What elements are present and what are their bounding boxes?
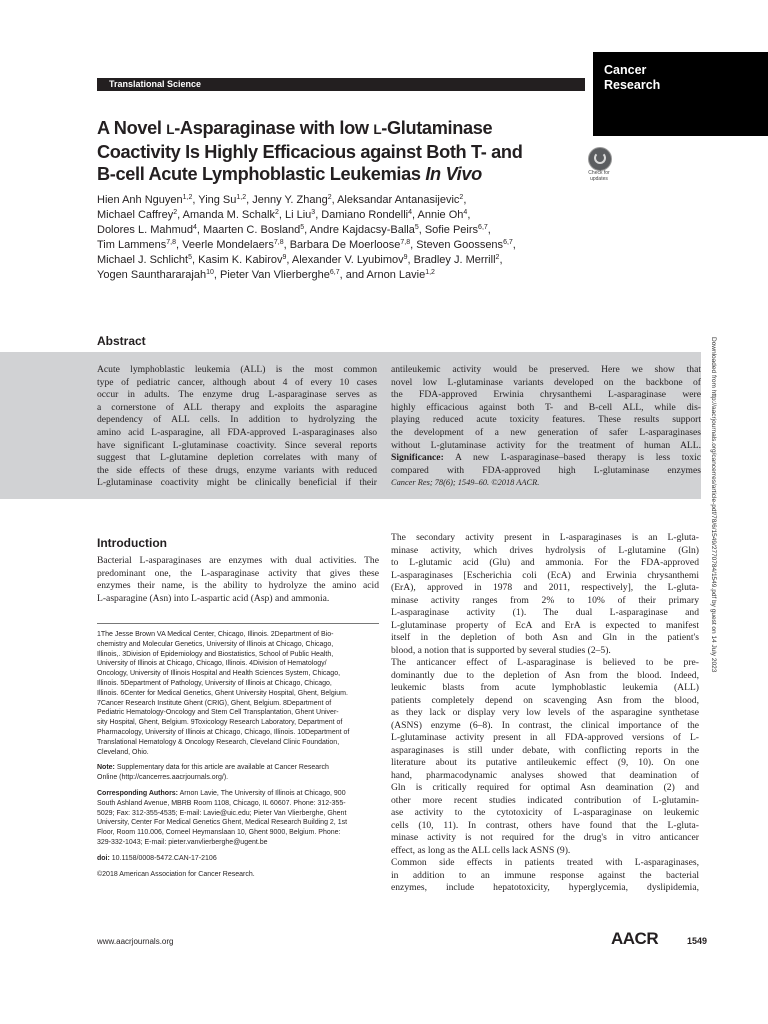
abstract-line: occur in adults. The enzyme drug L-asparaginase serves as <box>97 389 377 401</box>
affiliation-line: sity Hospital, Ghent, Belgium. 9Toxicology Research Laboratory, Department of <box>97 719 343 727</box>
abstract-line: the development of a new generation of safer L-asparaginases <box>391 426 701 438</box>
section-tag: Translational Science <box>97 78 585 91</box>
abstract-right-column: antileukemic activity would be preserved. Here we show that novel low L-glutaminase variants developed on the backbone of the FDA-approved Erwinia chrysanthemi L-asparaginase were highly efficacious against both T- and B-cell ALL, while dis- playing reduced acute toxicity features. These results support the development of a new generation of safer L-asparaginases without L-glutaminase activity for the treatment of human ALL. Significance: A new L-asparaginase–based therapy is less toxic compared with FDA-approved high L-glutaminase enzymes Cancer Res; 78(6); 1549–60. ©2018 AACR. <box>391 364 701 490</box>
body-line: cells (10, 11). In contrast, others have found that the L-gluta- <box>391 819 699 831</box>
body-line: minase activity ranges from 2% to 10% of their primary <box>391 594 699 606</box>
affiliation-line: 1The Jesse Brown VA Medical Center, Chicago, Illinois. 2Department of Bio- <box>97 631 334 638</box>
abstract-line: highly efficacious against both T- and B-cell ALL, while dis- <box>391 401 701 413</box>
author-line: Tim Lammens$^{7,8}$, Veerle Mondelaers$^{7,8}$, Barbara De Moerloose$^{7,8}$, Steven Goossens$^{6,7}$, <box>97 239 516 251</box>
abstract-line: the side effects of these drugs, enzyme variants with reduced <box>97 464 377 476</box>
page-number: 1549 <box>687 936 708 946</box>
body-line: to L-glutamic acid (Glu) and ammonia. For the FDA-approved <box>391 557 699 568</box>
corresponding-line: South Ashland Avenue, MBRB Room 1108, Chicago, IL 60607. Phone: 312-355- <box>97 799 346 807</box>
abstract-line: a cornerstone of ALL therapy and exploits the asparagine <box>97 401 377 413</box>
author-line: Dolores L. Mahmud$^4$, Maarten C. Bosland$^5$, Andre Kajdacsy-Balla$^5$, Sofie Peirs$^{6,7}$, <box>97 224 491 236</box>
affiliation-line: Pharmacology, University of Illinois at Chicago, Chicago, Illinois. 10Department of <box>97 728 350 736</box>
abstract-left-column <box>97 364 377 490</box>
affiliation-line: Cleveland, Ohio. <box>97 748 149 756</box>
affiliation-line: Oncology, University of Illinois Hospital and Health Sciences System, Chicago, <box>97 670 341 678</box>
body-line: effect, as long as the ALL cells lack ASNS (9). <box>391 844 571 856</box>
significance-label: Significance: <box>391 452 444 464</box>
corresponding-line: University, Center For Medical Genetics Ghent, Medical Research Building 2, 1st <box>97 819 348 827</box>
introduction-left-text <box>97 555 379 605</box>
body-line: enzymes, include hepatotoxicity, hyperglycemia, dyslipidemia, <box>391 882 699 893</box>
abstract-line: novel low L-glutaminase variants developed on the backbone of <box>391 376 701 388</box>
body-line: literature about its putative antileukemic effect (9, 10). On one <box>391 757 699 768</box>
body-line: dominantly due to the depletion of Asn from the blood. Indeed, <box>391 669 699 681</box>
abstract-line: have significant L-glutaminase coactivity. Since several reports <box>97 439 377 451</box>
body-line: Gln is critically required for optimal Asn deamination (2) and <box>391 782 699 793</box>
body-line: L-asparagine (Asn) into L-aspartic acid (Asp) and ammonia. <box>97 592 330 604</box>
download-watermark: Downloaded from http://aacrjournals.org/cancerres/article-pdf/78/6/1549/2770784/1549.pdf by guest on 14 July 2023 <box>710 337 717 673</box>
journal-name-line1: Cancer <box>604 63 647 77</box>
body-line: The anticancer effect of L-asparaginase is believed to be pre- <box>391 657 699 668</box>
affiliation-line: Illinois. 6Center for Medical Genetics, Ghent University Hospital, Ghent, Belgium. <box>97 689 348 697</box>
abstract-line: antileukemic activity would be preserved. Here we show that <box>391 364 701 375</box>
author-line: Michael J. Schlicht$^5$, Kasim K. Kabirov$^9$, Alexander V. Lyubimov$^9$, Bradley J. Merrill$^2$, <box>97 254 503 266</box>
introduction-heading: Introduction <box>97 536 167 550</box>
corresponding-line: Floor, Room 110.006, Corneel Heymanslaan 10, Ghent 9000, Belgium. Phone: <box>97 829 341 837</box>
footnote-rule <box>97 623 379 624</box>
author-list <box>97 193 577 283</box>
aacr-logo: AACR <box>611 929 659 948</box>
body-line: (ErA), approved in 1978 and 2011, respectively], the L-gluta- <box>391 582 699 593</box>
check-updates-icon <box>588 147 612 171</box>
author-line: Michael Caffrey$^2$, Amanda M. Schalk$^2$, Li Liu$^3$, Damiano Rondelli$^4$, Annie Oh$^4$, <box>97 209 471 221</box>
author-line: Yogen Saunthararajah$^{10}$, Pieter Van Vlierberghe$^{6,7}$, and Arnon Lavie$^{1,2}$ <box>97 269 435 281</box>
body-line: (ASNS) enzyme (6–8). In contrast, the clinical importance of the <box>391 719 699 731</box>
abstract-line: type of pediatric cancer, although about 4 of every 10 cases <box>97 376 377 388</box>
body-line: as they lack or display very low levels of the asparagine synthetase <box>391 707 699 718</box>
journal-name-line2: Research <box>604 78 661 92</box>
body-line: enzymes their name, is the ability to hydrolyze the amino acid <box>97 580 379 592</box>
affiliation-line: Illinois,. 3Division of Epidemiology and Biostatistics, School of Public Health, <box>97 650 334 658</box>
citation: Cancer Res; 78(6); 1549–60. ©2018 AACR. <box>391 478 540 488</box>
abstract-line: playing reduced acute toxicity features. These results support <box>391 414 701 426</box>
footer-url[interactable]: www.aacrjournals.org <box>97 937 174 946</box>
affiliation-line: Translational Hematology & Oncology Research, Cleveland Clinic Foundation, <box>97 738 340 746</box>
abstract-line: suggest that L-glutamine depletion correlates with many of <box>97 452 377 464</box>
body-line: leukemic blasts from acute lymphoblastic leukemia (ALL) <box>391 682 699 693</box>
body-line: L-asparaginase activity (1). The dual L-asparaginase and <box>391 607 699 618</box>
body-line: predominant one, the L-asparaginase activity that gives these <box>97 567 379 579</box>
body-line: in addition to an immune response against the bacterial <box>391 869 699 881</box>
abstract-heading: Abstract <box>97 334 146 348</box>
abstract-line: Acute lymphoblastic leukemia (ALL) is the most common <box>97 364 377 375</box>
affiliation-line: chemistry and Molecular Genetics, University of Illinois at Chicago, Chicago, <box>97 640 334 648</box>
corresponding-line: 329-332-1043; E-mail: pieter.vanvlierberghe@ugent.be <box>97 838 268 846</box>
corresponding-line: 5029; Fax: 312-355-4535; E-mail: Lavie@uic.edu; Pieter Van Vlierberghe, Ghent <box>97 809 347 817</box>
abstract-line: L-glutaminase coactivity might be clinically beneficial if their <box>97 477 377 489</box>
body-line: L-asparaginases [Escherichia coli (EcA) and Erwinia chrysanthemi <box>391 569 699 581</box>
introduction-right-column <box>391 532 699 895</box>
body-line: patients completely depend on scavenging Asn from the blood, <box>391 694 699 706</box>
body-line: other more recent studies indicated contribution of L-glutamin- <box>391 794 699 806</box>
body-line: The secondary activity present in L-asparaginases is an L-gluta- <box>391 532 699 543</box>
body-line: ase activity to the cytotoxicity of L-asparaginase on leukemic <box>391 807 699 818</box>
journal-name-box <box>593 52 768 136</box>
abstract-line: dependency of ALL cells. In addition to hydrolyzing the <box>97 414 377 426</box>
affiliation-line: Pediatric Hematology-Oncology and Stem Cell Transplantation, Ghent Univer- <box>97 709 339 717</box>
body-line: Bacterial L-asparaginases are enzymes with dual activities. The <box>97 555 379 566</box>
abstract-line: without L-glutaminase activity for the treatment of human ALL. <box>391 439 701 451</box>
body-line: Common side effects in patients treated with L-asparaginases, <box>391 857 699 868</box>
body-line: itself in the depletion of both Asn and Gln in the patient's <box>391 632 699 643</box>
body-line: minase activity is not required for the drug's in vitro anticancer <box>391 832 699 843</box>
body-line: blood, a notion that is supported by several studies (2–5). <box>391 644 611 656</box>
body-line: L-glutaminase property of EcA and ErA is expected to manifest <box>391 619 699 631</box>
article-title: A Novel L-Asparaginase with low L-Glutaminase Coactivity Is Highly Efficacious against Both T- and B-cell Acute Lymphoblastic Leukemias In Vivo <box>97 118 523 184</box>
affiliations <box>97 630 379 757</box>
body-line: minase activity, which drives hydrolysis of L-glutamine (Gln) <box>391 544 699 556</box>
affiliation-line: Illinois. 5Department of Pathology, University of Illinois at Chicago, Chicago, <box>97 679 332 687</box>
check-for-updates-badge[interactable]: Check for updates <box>582 147 618 185</box>
affiliation-line: University of Illinois at Chicago, Chicago, Illinois. 4Division of Hematology/ <box>97 660 327 668</box>
body-line: hand, pharmacodynamic analyses showed that deamination of <box>391 769 699 781</box>
affiliation-line: 7Cancer Research Institute Ghent (CRIG), Ghent, Belgium. 8Department of <box>97 699 332 707</box>
body-line: asparaginases is still under debate, with conflicting reports in the <box>391 744 699 756</box>
abstract-line: amino acid L-asparagine, all FDA-approved L-asparaginases also <box>97 426 377 438</box>
abstract-line: the FDA-approved Erwinia chrysanthemi L-asparaginase were <box>391 389 701 401</box>
author-line: Hien Anh Nguyen$^{1,2}$, Ying Su$^{1,2}$, Jenny Y. Zhang$^2$, Aleksandar Antanasijevic$^2$, <box>97 194 467 206</box>
body-line: L-glutaminase activity present in all FDA-approved versions of L- <box>391 732 699 743</box>
footnotes: 1The Jesse Brown VA Medical Center, Chicago, Illinois. 2Department of Bio- chemistry and Molecular Genetics, University of Illinois at Chicago, Chicago, Illinois,. 3Division of Epidemiology and Biostatistics, School of Public Health, University of Illinois at Chicago, Chicago, Illinois. 4Division of Hematology/ Oncology, University of Illinois Hospital and Health Sciences System, Chicago, Illinois. 5Department of Pathology, University of Illinois at Chicago, Chicago, Illinois. 6Center for Medical Genetics, Ghent University Hospital, Ghent, Belgium. 7Cancer Research Institute Ghent (CRIG), Ghent, Belgium. 8Department of Pediatric Hematology-Oncology and Stem Cell Transplantation, Ghent Univer- sity Hospital, Ghent, Belgium. 9Toxicology Research Laboratory, Department of Pharmacology, University of Illinois at Chicago, Chicago, Illinois. 10Department of Translational Hematology & Oncology Research, Cleveland Clinic Foundation, Cleveland, Ohio. Note: Supplementary data for this article are available at Cancer Research Online (http://cancerres.aacrjournals.org/). Corresponding Authors: Arnon Lavie, The University of Illinois at Chicago, 900 South Ashland Avenue, MBRB Room 1108, Chicago, IL 60607. Phone: 312-355- 5029; Fax: 312-355-4535; E-mail: Lavie@uic.edu; Pieter Van Vlierberghe, Ghent University, Center For Medical Genetics Ghent, Medical Research Building 2, 1st Floor, Room 110.006, Corneel Heymanslaan 10, Ghent 9000, Belgium. Phone: 329-332-1043; E-mail: pieter.vanvlierberghe@ugent.be doi: 10.1158/0008-5472.CAN-17-2106 ©2018 American Association for Cancer Research. <box>97 630 379 879</box>
